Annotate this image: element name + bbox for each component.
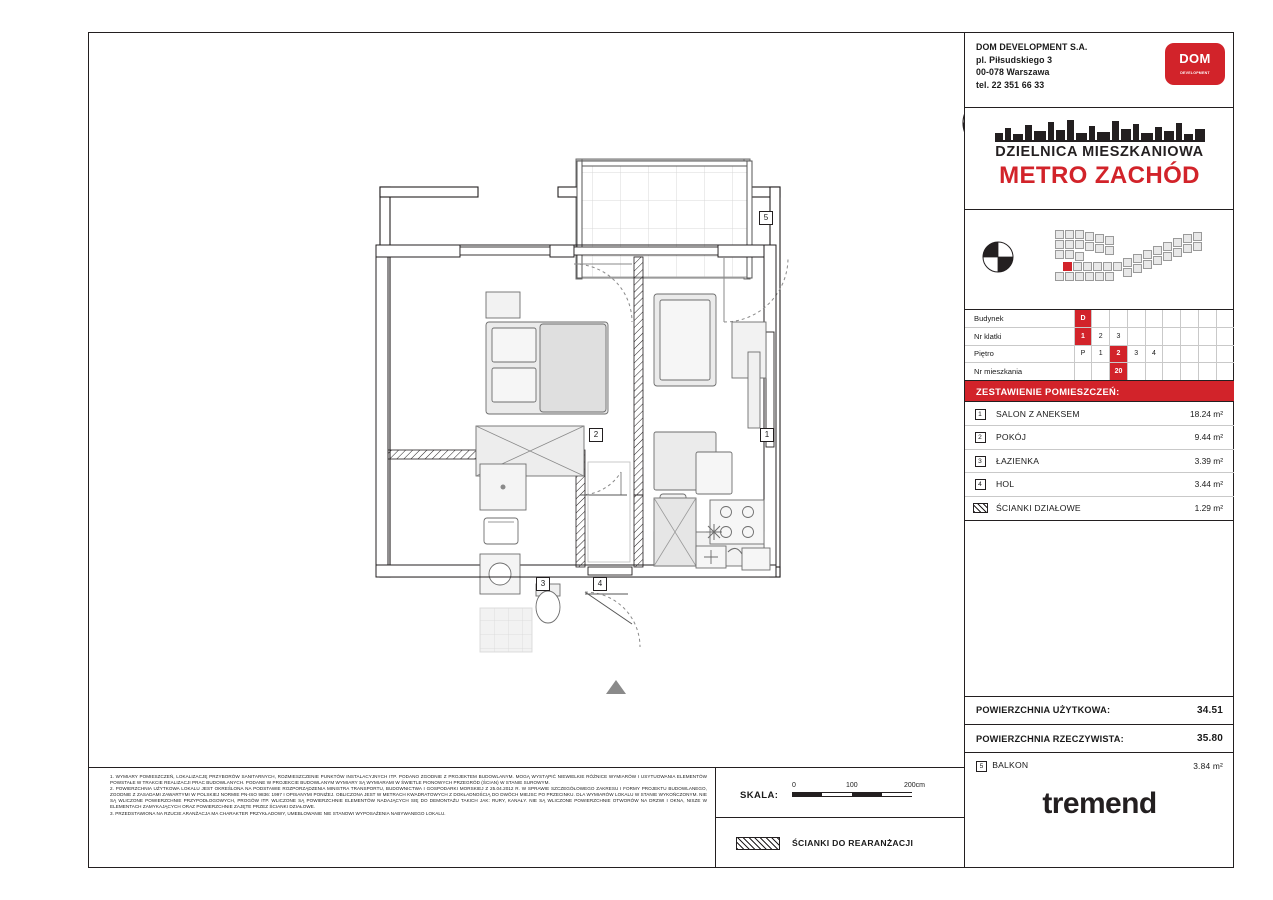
- table-row: [965, 496, 1234, 520]
- living-furniture: [654, 294, 766, 520]
- scale-tick-200: 200cm: [904, 782, 926, 789]
- room-number-cell: [965, 402, 995, 426]
- meta-klatka-2[interactable]: 2: [1092, 328, 1110, 346]
- table-row: [965, 426, 1234, 450]
- meta-budynek-c5[interactable]: [1145, 310, 1163, 328]
- room-badge-1: 1: [760, 428, 774, 442]
- balcony-area-value: 3.84 m²: [1193, 760, 1223, 771]
- balcony-badge: 5: [976, 761, 987, 772]
- scale-label: SKALA:: [740, 790, 779, 801]
- company-phone: tel. 22 351 66 33: [976, 79, 1045, 90]
- partition-area-cell: 1.29 m²: [1194, 503, 1223, 513]
- floor-plan-drawing: [88, 32, 965, 768]
- room-number-cell: [965, 449, 995, 473]
- brand-line-2: METRO ZACHÓD: [999, 162, 1200, 189]
- rooms-table-header: ZESTAWIENIE POMIESZCZEŃ:: [965, 381, 1234, 402]
- dom-development-logo: [1165, 43, 1225, 85]
- meta-label-budynek: Budynek: [965, 310, 1074, 328]
- tremend-wordmark: tremend: [1042, 786, 1157, 820]
- room-name-cell: HOL: [995, 473, 1152, 497]
- company-address-2: 00-078 Warszawa: [976, 67, 1050, 78]
- meta-klatka-c5[interactable]: [1145, 328, 1163, 346]
- room-area-cell: 18.24 m²: [1152, 402, 1234, 426]
- note-3: 3. PRZEDSTAWIONA NA RZUCIE ARANŻACJA MA CHARAKTER PRZYKŁADOWY, UMEBLOWANIE NIE STANOWI WYPOSAŻENIA NABYWANEGO LOKALU.: [110, 810, 446, 816]
- room-badge: 2: [975, 432, 986, 443]
- hatch-swatch-icon: [736, 837, 780, 850]
- brand-line-1: DZIELNICA MIESZKANIOWA: [995, 144, 1204, 160]
- meta-klatka-1[interactable]: 1: [1074, 328, 1092, 346]
- meta-klatka-c4[interactable]: [1127, 328, 1145, 346]
- meta-pietro-P[interactable]: P: [1074, 345, 1092, 363]
- room-badge: 1: [975, 409, 986, 420]
- actual-area-label: POWIERZCHNIA RZECZYWISTA:: [965, 725, 1168, 753]
- meta-pietro-c7[interactable]: [1181, 345, 1199, 363]
- meta-pietro-1[interactable]: 1: [1092, 345, 1110, 363]
- meta-budynek-c4[interactable]: [1127, 310, 1145, 328]
- meta-row-klatka: [965, 328, 1234, 346]
- bedroom-furniture: [476, 292, 608, 476]
- meta-pietro-c8[interactable]: [1198, 345, 1216, 363]
- dom-logo-line2: DEVELOPMENT: [1180, 71, 1210, 75]
- tremend-logo: [965, 779, 1234, 829]
- unit-identification-table: [965, 310, 1234, 381]
- meta-mieszkanie-c2[interactable]: [1092, 363, 1110, 381]
- room-badge-3: 3: [536, 577, 550, 591]
- entry-door-opening: [588, 567, 632, 575]
- balcony-row: [965, 753, 1234, 779]
- meta-mieszkanie-c4[interactable]: [1127, 363, 1145, 381]
- scale-bar-wrap: [792, 782, 942, 797]
- project-brand-block: [965, 108, 1234, 210]
- note-2: 2. POWIERZCHNIA UŻYTKOWA LOKALU JEST OKREŚLONA NA PODSTAWIE ROZPORZĄDZENIA MINISTRA TRANSPORTU, BUDOWNICTWA I GOSPODARKI MORSKIEJ Z 25.04.2012 R. W SPRAWIE SZCZEGÓŁOWEGO ZAKRESU I FORMY PROJEKTU BUDOWLANEGO, ZGODNIE Z ZASADAMI ZAWARTYMI W POLSKIEJ NORMIE PN-ISO 9836: 1997 I OPISANYMI PONIŻEJ. OBLICZONA JEST W METRACH KWADRATOWYCH Z DOKŁADNOŚCIĄ DO DWÓCH MIEJSC PO PRZECINKU. DLA WYMIARÓW LOKALU W STANIE WYKOŃCZONYM. NIE SĄ WLICZONE POWIERZCHNIE PRZYPODŁOGOWYCH, PROGÓW ITP. WLICZONE SĄ POWIERZCHNIE ELEMENTÓW NADAJĄCYCH SIĘ DO DEMONTAŻU TAKICH JAK: RURY, KANAŁY. NIE SĄ WLICZONE POWIERZCHNIE OTWORÓW NA DRZWI I OKNA, NISZE W ELEMENTACH ZAMYKAJĄCYCH ORAZ POWIERZCHNIE ZAJĘTE PRZEZ ŚCIANKI DZIAŁOWE.: [110, 786, 707, 810]
- usable-area-value: 34.51: [1168, 697, 1234, 725]
- balcony-label-cell: [965, 753, 1168, 779]
- blank-area: [965, 521, 1234, 697]
- meta-mieszkanie-c7[interactable]: [1181, 363, 1199, 381]
- company-address-1: pl. Piłsudskiego 3: [976, 54, 1053, 65]
- meta-mieszkanie-c5[interactable]: [1145, 363, 1163, 381]
- room-badge: 3: [975, 456, 986, 467]
- key-plan-block: [965, 210, 1234, 310]
- meta-klatka-c8[interactable]: [1198, 328, 1216, 346]
- bathroom-fixtures: [480, 464, 560, 652]
- balcony-area: [577, 161, 752, 278]
- table-row: [965, 402, 1234, 426]
- meta-mieszkanie-c1[interactable]: [1074, 363, 1092, 381]
- meta-budynek-c2[interactable]: [1092, 310, 1110, 328]
- legal-notes: [88, 768, 716, 868]
- room-badge-5: 5: [759, 211, 773, 225]
- meta-row-pietro: [965, 345, 1234, 363]
- meta-klatka-3[interactable]: 3: [1110, 328, 1128, 346]
- meta-pietro-3[interactable]: 3: [1127, 345, 1145, 363]
- meta-klatka-c9[interactable]: [1216, 328, 1234, 346]
- room-number-cell: [965, 473, 995, 497]
- hatch-swatch-icon: [973, 503, 988, 513]
- room-area-cell: 3.44 m²: [1152, 473, 1234, 497]
- meta-budynek-D[interactable]: D: [1074, 310, 1092, 328]
- meta-mieszkanie-c8[interactable]: [1198, 363, 1216, 381]
- meta-klatka-c6[interactable]: [1163, 328, 1181, 346]
- rooms-table: [965, 402, 1234, 521]
- room-badge: 4: [975, 479, 986, 490]
- company-name: DOM DEVELOPMENT S.A.: [976, 42, 1088, 52]
- title-block: [965, 32, 1234, 829]
- usable-area-row: [965, 697, 1234, 725]
- room-name-cell: ŁAZIENKA: [995, 449, 1152, 473]
- meta-klatka-c7[interactable]: [1181, 328, 1199, 346]
- meta-pietro-c6[interactable]: [1163, 345, 1181, 363]
- meta-mieszkanie-c6[interactable]: [1163, 363, 1181, 381]
- room-area-cell: 3.39 m²: [1152, 449, 1234, 473]
- meta-mieszkanie-c9[interactable]: [1216, 363, 1234, 381]
- vent-symbol: [706, 524, 722, 540]
- room-area-cell: 9.44 m²: [1152, 426, 1234, 450]
- room-badge-2: 2: [589, 428, 603, 442]
- meta-budynek-c3[interactable]: [1110, 310, 1128, 328]
- table-row: [965, 449, 1234, 473]
- meta-pietro-2[interactable]: 2: [1110, 345, 1128, 363]
- entrance-arrow: [606, 680, 626, 694]
- meta-row-mieszkanie: [965, 363, 1234, 381]
- rearrangeable-walls-label: ŚCIANKI DO REARANŻACJI: [792, 838, 914, 848]
- skyline-icon: [995, 116, 1205, 142]
- note-1: 1. WYMIARY POMIESZCZEŃ, LOKALIZACJĘ PRZYBORÓW SANITARNYCH, ROZMIESZCZENIE PUNKTÓW INSTALACYJNYCH ITP. PODANO ZGODNIE Z PROJEKTEM BUDOWLANYM. MOGĄ WYSTĄPIĆ NIEWIELKIE RÓŻNICE WYMIARÓW I USYTUOWANIA ELEMENTÓW POWSTAŁE W TRAKCIE REALIZACJI PRAC BUDOWLANYCH. PODANE W PROJEKCIE BUDOWLANYM WYMIARY SĄ WYMIARAMI W ŚWIETLE PIONOWYCH PRZEGRÓD (ŚCIAN) W STANIE SUROWYM.: [110, 774, 707, 786]
- plan-vector-detail: [88, 32, 965, 768]
- rearrangeable-walls-legend: [716, 818, 965, 868]
- room-name-cell: POKÓJ: [995, 426, 1152, 450]
- building-key-map: [1051, 228, 1211, 298]
- meta-row-budynek: [965, 310, 1234, 328]
- scale-tick-100: 100: [846, 782, 858, 789]
- scale-bar: [792, 792, 912, 797]
- meta-budynek-c9[interactable]: [1216, 310, 1234, 328]
- partition-name-cell: ŚCIANKI DZIAŁOWE: [996, 503, 1081, 513]
- company-block: [965, 32, 1234, 108]
- scale-tick-0: 0: [792, 782, 796, 789]
- dom-logo-line1: DOM: [1179, 51, 1211, 66]
- area-totals: [965, 697, 1234, 779]
- actual-area-row: [965, 725, 1234, 753]
- table-row: [965, 473, 1234, 497]
- hall-area: [588, 462, 630, 562]
- scale-block: [716, 768, 965, 818]
- meta-mieszkanie-20[interactable]: 20: [1110, 363, 1128, 381]
- interior-doors: [580, 472, 640, 647]
- meta-budynek-c8[interactable]: [1198, 310, 1216, 328]
- mini-compass-icon: [981, 240, 1015, 274]
- meta-budynek-c6[interactable]: [1163, 310, 1181, 328]
- meta-budynek-c7[interactable]: [1181, 310, 1199, 328]
- partition-swatch-cell: [965, 496, 995, 520]
- meta-pietro-c9[interactable]: [1216, 345, 1234, 363]
- room-number-cell: [965, 426, 995, 450]
- usable-area-label: POWIERZCHNIA UŻYTKOWA:: [965, 697, 1168, 725]
- actual-area-value: 35.80: [1168, 725, 1234, 753]
- balcony-label: BALKON: [992, 759, 1029, 770]
- meta-label-pietro: Piętro: [965, 345, 1074, 363]
- meta-label-mieszkanie: Nr mieszkania: [974, 367, 1023, 376]
- room-badge-4: 4: [593, 577, 607, 591]
- meta-pietro-4[interactable]: 4: [1145, 345, 1163, 363]
- meta-label-klatka: Nr klatki: [965, 328, 1074, 346]
- room-name-cell: SALON Z ANEKSEM: [995, 402, 1152, 426]
